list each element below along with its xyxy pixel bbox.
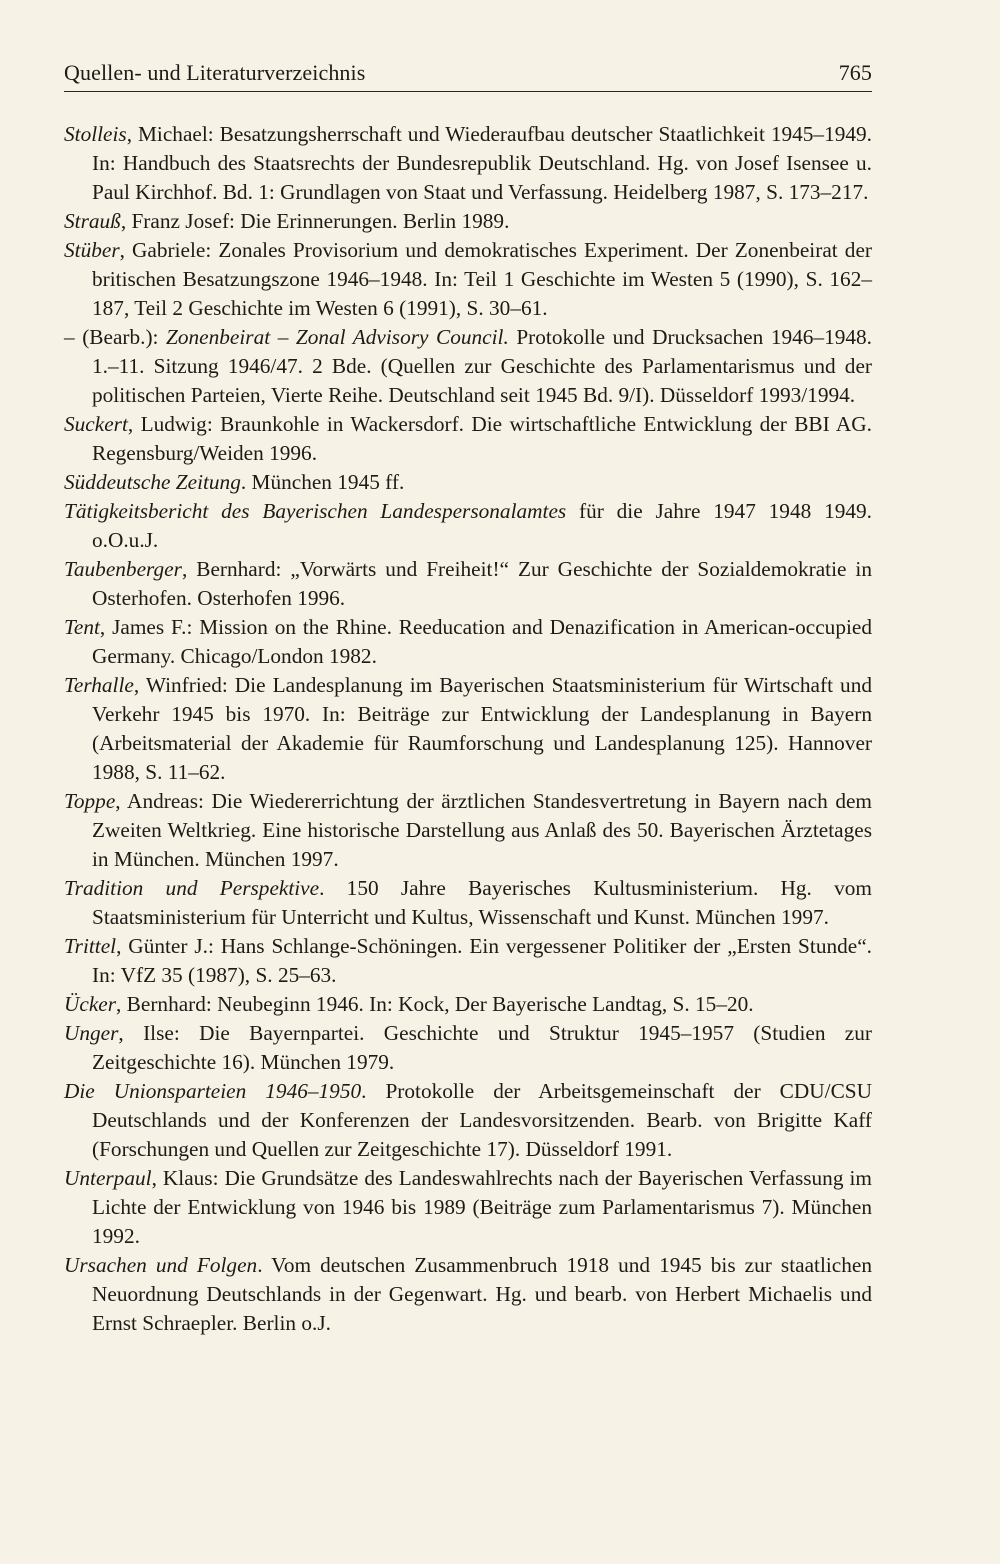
entry-text: , Ludwig: Braunkohle in Wackersdorf. Die wirtschaftliche Entwicklung der BBI AG. Regensburg/Weiden 1996. <box>92 412 872 465</box>
entry-text: , Michael: Besatzungsherrschaft und Wiederaufbau deutscher Staatlichkeit 1945–1949. In: Handbuch des Staatsrechts der Bundesrepublik Deutschland. Hg. von Josef Isensee u. Paul Kirchhof. Bd. 1: Grundlagen von Staat und Verfassung. Heidelberg 1987, S. 173–217. <box>92 122 872 204</box>
bibliography-entry <box>64 787 872 874</box>
bibliography-list <box>64 120 872 1338</box>
entry-text: , Franz Josef: Die Erinnerungen. Berlin 1989. <box>120 209 510 233</box>
entry-author: Taubenberger <box>64 557 182 581</box>
bibliography-entry <box>64 671 872 787</box>
entry-text: , Winfried: Die Landesplanung im Bayerischen Staatsministerium für Wirtschaft und Verkehr 1945 bis 1970. In: Beiträge zur Entwicklung der Landesplanung in Bayern (Arbeitsmaterial der Akademie für Raumforschung und Landesplanung 125). Hannover 1988, S. 11–62. <box>92 673 872 784</box>
bibliography-entry <box>64 1077 872 1164</box>
entry-author: Unger <box>64 1021 119 1045</box>
entry-author: Tent <box>64 615 100 639</box>
entry-title: Die Unionsparteien 1946–1950 <box>64 1079 362 1103</box>
entry-author: Stolleis <box>64 122 127 146</box>
entry-text: , Andreas: Die Wiedererrichtung der ärztlichen Standesvertretung in Bayern nach dem Zweiten Weltkrieg. Eine historische Darstellung aus Anlaß des 50. Bayerischen Ärztetages in München. München 1997. <box>92 789 872 871</box>
bibliography-entry <box>64 1164 872 1251</box>
entry-text: , Gabriele: Zonales Provisorium und demokratisches Experiment. Der Zonenbeirat der britischen Besatzungszone 1946–1948. In: Teil 1 Geschichte im Westen 5 (1990), S. 162–187, Teil 2 Geschichte im Westen 6 (1991), S. 30–61. <box>92 238 872 320</box>
entry-title: Tätigkeitsbericht des Bayerischen Landespersonalamtes <box>64 499 567 523</box>
entry-text: . München 1945 ff. <box>240 470 405 494</box>
entry-title: Tradition und Perspektive <box>64 876 320 900</box>
entry-text: , Klaus: Die Grundsätze des Landeswahlrechts nach der Bayerischen Verfassung im Lichte der Entwicklung von 1946 bis 1989 (Beiträge zum Parlamentarismus 7). München 1992. <box>92 1166 872 1248</box>
bibliography-entry <box>64 323 872 410</box>
entry-author: Unterpaul <box>64 1166 152 1190</box>
document-page <box>64 58 872 1338</box>
bibliography-entry <box>64 410 872 468</box>
entry-text: , Bernhard: „Vorwärts und Freiheit!“ Zur Geschichte der Sozialdemokratie in Osterhofen. Osterhofen 1996. <box>92 557 872 610</box>
entry-text: . Vom deutschen Zusammenbruch 1918 und 1945 bis zur staatlichen Neuordnung Deutschlands in der Gegenwart. Hg. und bearb. von Herbert Michaelis und Ernst Schraepler. Berlin o.J. <box>92 1253 872 1335</box>
entry-title: Ursachen und Folgen <box>64 1253 258 1277</box>
entry-text: . 150 Jahre Bayerisches Kultusministerium. Hg. vom Staatsministerium für Unterricht und Kultus, Wissenschaft und Kunst. München 1997. <box>92 876 872 929</box>
entry-text: Protokolle und Drucksachen 1946–1948. 1.–11. Sitzung 1946/47. 2 Bde. (Quellen zur Geschichte des Parlamentarismus und der politischen Parteien, Vierte Reihe. Deutschland seit 1945 Bd. 9/I). Düsseldorf 1993/1994. <box>92 325 872 407</box>
bibliography-entry <box>64 207 872 236</box>
entry-author: Ücker <box>64 992 117 1016</box>
bibliography-entry <box>64 120 872 207</box>
entry-title: Süddeutsche Zeitung <box>64 470 241 494</box>
entry-dash-prefix: – (Bearb.): <box>64 325 167 349</box>
entry-title: Zonenbeirat – Zonal Advisory Council. <box>166 325 509 349</box>
entry-author: Stüber <box>64 238 120 262</box>
entry-text: . Protokolle der Arbeitsgemeinschaft der CDU/CSU Deutschlands und der Konferenzen der Landesvorsitzenden. Bearb. von Brigitte Kaff (Forschungen und Quellen zur Zeitgeschichte 17). Düsseldorf 1991. <box>92 1079 872 1161</box>
running-header <box>64 58 872 92</box>
page-number: 765 <box>838 60 872 85</box>
bibliography-entry <box>64 1019 872 1077</box>
bibliography-entry <box>64 468 872 497</box>
entry-author: Toppe <box>64 789 116 813</box>
running-header-title: Quellen- und Literaturverzeichnis <box>64 60 366 85</box>
entry-text: , Bernhard: Neubeginn 1946. In: Kock, Der Bayerische Landtag, S. 15–20. <box>116 992 754 1016</box>
bibliography-entry <box>64 497 872 555</box>
entry-text: , James F.: Mission on the Rhine. Reeducation and Denazification in American-occupied Germany. Chicago/London 1982. <box>92 615 872 668</box>
bibliography-entry <box>64 932 872 990</box>
bibliography-entry <box>64 1251 872 1338</box>
bibliography-entry <box>64 874 872 932</box>
bibliography-entry <box>64 555 872 613</box>
entry-author: Strauß <box>64 209 121 233</box>
entry-text: , Ilse: Die Bayernpartei. Geschichte und Struktur 1945–1957 (Studien zur Zeitgeschichte 16). München 1979. <box>92 1021 872 1074</box>
bibliography-entry <box>64 990 872 1019</box>
entry-author: Suckert <box>64 412 128 436</box>
entry-author: Trittel <box>64 934 117 958</box>
entry-text: für die Jahre 1947 1948 1949. o.O.u.J. <box>92 499 872 552</box>
bibliography-entry <box>64 236 872 323</box>
entry-author: Terhalle <box>64 673 134 697</box>
bibliography-entry <box>64 613 872 671</box>
entry-text: , Günter J.: Hans Schlange-Schöningen. Ein vergessener Politiker der „Ersten Stunde“. In: VfZ 35 (1987), S. 25–63. <box>92 934 872 987</box>
